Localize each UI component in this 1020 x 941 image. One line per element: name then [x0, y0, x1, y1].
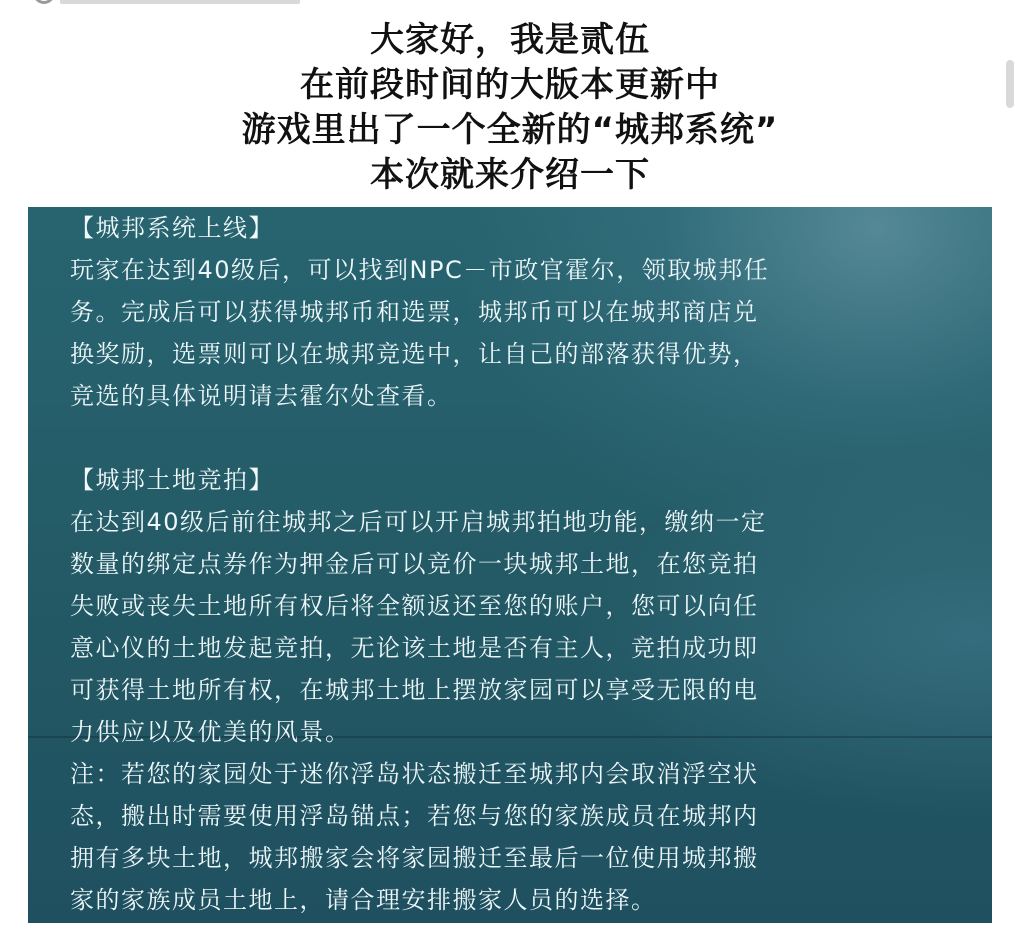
section-title-land-auction: 【城邦土地竞拍】 — [70, 466, 274, 494]
clipped-header-text — [60, 0, 300, 4]
section2-line-5: 可获得土地所有权，在城邦土地上摆放家园可以享受无限的电 — [70, 676, 759, 704]
game-info-panel — [28, 207, 992, 923]
section1-line-1: 玩家在达到40级后，可以找到NPC－市政官霍尔，领取城邦任 — [70, 256, 770, 284]
heading-line-4: 本次就来介绍一下 — [370, 155, 650, 195]
heading-line-2: 在前段时间的大版本更新中 — [300, 65, 720, 105]
section1-line-3: 换奖励，选票则可以在城邦竞选中，让自己的部落获得优势， — [70, 340, 759, 368]
section2-line-4: 意心仪的土地发起竞拍，无论该土地是否有主人，竞拍成功即 — [70, 634, 759, 662]
heading-line-3: 游戏里出了一个全新的“城邦系统” — [241, 110, 779, 150]
section2-line-1: 在达到40级后前往城邦之后可以开启城邦拍地功能，缴纳一定 — [70, 508, 767, 536]
note-line-4: 家的家族成员土地上，请合理安排搬家人员的选择。 — [70, 886, 657, 914]
section-title-city-system: 【城邦系统上线】 — [70, 214, 274, 242]
section2-line-3: 失败或丧失土地所有权后将全额返还至您的账户，您可以向任 — [70, 592, 759, 620]
article-heading — [0, 18, 1020, 198]
section1-line-2: 务。完成后可以获得城邦币和选票，城邦币可以在城邦商店兑 — [70, 298, 759, 326]
panel-content — [70, 207, 950, 921]
heading-line-1: 大家好，我是贰伍 — [370, 20, 650, 60]
section-gap — [70, 417, 950, 459]
section1-line-4: 竞选的具体说明请去霍尔处查看。 — [70, 382, 453, 410]
circle-icon — [33, 0, 55, 4]
section2-line-2: 数量的绑定点券作为押金后可以竞价一块城邦土地，在您竞拍 — [70, 550, 759, 578]
section2-line-6: 力供应以及优美的风景。 — [70, 718, 351, 746]
top-status-strip — [0, 0, 1020, 8]
note-line-1: 注：若您的家园处于迷你浮岛状态搬迁至城邦内会取消浮空状 — [70, 760, 759, 788]
note-line-3: 拥有多块土地，城邦搬家会将家园搬迁至最后一位使用城邦搬 — [70, 844, 759, 872]
note-line-2: 态，搬出时需要使用浮岛锚点；若您与您的家族成员在城邦内 — [70, 802, 759, 830]
